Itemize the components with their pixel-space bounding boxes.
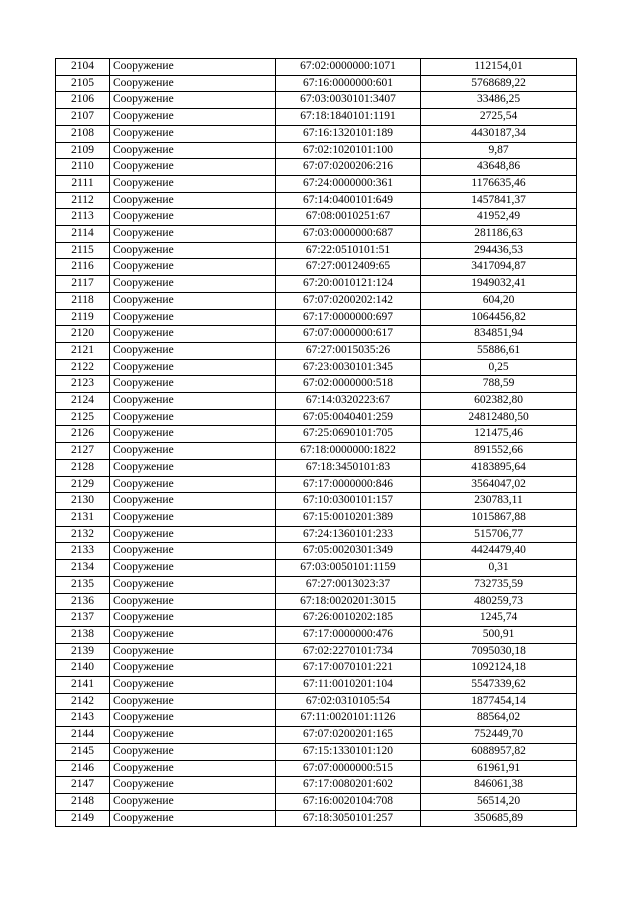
cadastral-number-cell: 67:16:1320101:189	[276, 125, 421, 142]
row-number-cell: 2110	[56, 159, 110, 176]
value-cell: 1064456,82	[421, 309, 577, 326]
object-type-cell: Сооружение	[110, 643, 276, 660]
value-cell: 56514,20	[421, 793, 577, 810]
object-type-cell: Сооружение	[110, 242, 276, 259]
row-number-cell: 2121	[56, 342, 110, 359]
value-cell: 4183895,64	[421, 459, 577, 476]
object-type-cell: Сооружение	[110, 743, 276, 760]
table-row	[56, 359, 577, 376]
value-cell: 6088957,82	[421, 743, 577, 760]
registry-table	[55, 58, 577, 827]
value-cell: 0,25	[421, 359, 577, 376]
row-number-cell: 2111	[56, 175, 110, 192]
object-type-cell: Сооружение	[110, 526, 276, 543]
object-type-cell: Сооружение	[110, 309, 276, 326]
cadastral-number-cell: 67:10:0300101:157	[276, 493, 421, 510]
value-cell: 294436,53	[421, 242, 577, 259]
table-row	[56, 242, 577, 259]
value-cell: 121475,46	[421, 426, 577, 443]
value-cell: 61961,91	[421, 760, 577, 777]
cadastral-number-cell: 67:02:0000000:1071	[276, 59, 421, 76]
cadastral-number-cell: 67:07:0200201:165	[276, 727, 421, 744]
row-number-cell: 2125	[56, 409, 110, 426]
table-row	[56, 426, 577, 443]
cadastral-number-cell: 67:25:0690101:705	[276, 426, 421, 443]
object-type-cell: Сооружение	[110, 727, 276, 744]
value-cell: 480259,73	[421, 593, 577, 610]
value-cell: 1457841,37	[421, 192, 577, 209]
table-row	[56, 493, 577, 510]
cadastral-number-cell: 67:23:0030101:345	[276, 359, 421, 376]
cadastral-number-cell: 67:15:0010201:389	[276, 509, 421, 526]
row-number-cell: 2131	[56, 509, 110, 526]
cadastral-number-cell: 67:16:0000000:601	[276, 75, 421, 92]
table-row	[56, 75, 577, 92]
cadastral-number-cell: 67:17:0000000:476	[276, 626, 421, 643]
value-cell: 281186,63	[421, 226, 577, 243]
row-number-cell: 2130	[56, 493, 110, 510]
row-number-cell: 2117	[56, 276, 110, 293]
row-number-cell: 2142	[56, 693, 110, 710]
row-number-cell: 2139	[56, 643, 110, 660]
object-type-cell: Сооружение	[110, 192, 276, 209]
object-type-cell: Сооружение	[110, 610, 276, 627]
table-row	[56, 175, 577, 192]
value-cell: 4424479,40	[421, 543, 577, 560]
row-number-cell: 2148	[56, 793, 110, 810]
row-number-cell: 2143	[56, 710, 110, 727]
object-type-cell: Сооружение	[110, 509, 276, 526]
object-type-cell: Сооружение	[110, 75, 276, 92]
cadastral-number-cell: 67:07:0000000:617	[276, 326, 421, 343]
table-row	[56, 777, 577, 794]
cadastral-number-cell: 67:27:0015035:26	[276, 342, 421, 359]
object-type-cell: Сооружение	[110, 393, 276, 410]
table-row	[56, 226, 577, 243]
row-number-cell: 2105	[56, 75, 110, 92]
table-row	[56, 727, 577, 744]
cadastral-number-cell: 67:18:1840101:1191	[276, 109, 421, 126]
value-cell: 112154,01	[421, 59, 577, 76]
cadastral-number-cell: 67:17:0070101:221	[276, 660, 421, 677]
cadastral-number-cell: 67:17:0000000:846	[276, 476, 421, 493]
object-type-cell: Сооружение	[110, 760, 276, 777]
table-row	[56, 192, 577, 209]
table-row	[56, 159, 577, 176]
object-type-cell: Сооружение	[110, 175, 276, 192]
table-row	[56, 409, 577, 426]
table-row	[56, 376, 577, 393]
value-cell: 846061,38	[421, 777, 577, 794]
table-row	[56, 576, 577, 593]
table-row	[56, 677, 577, 694]
object-type-cell: Сооружение	[110, 59, 276, 76]
object-type-cell: Сооружение	[110, 576, 276, 593]
value-cell: 41952,49	[421, 209, 577, 226]
cadastral-number-cell: 67:14:0320223:67	[276, 393, 421, 410]
value-cell: 43648,86	[421, 159, 577, 176]
object-type-cell: Сооружение	[110, 593, 276, 610]
cadastral-number-cell: 67:07:0200206:216	[276, 159, 421, 176]
row-number-cell: 2123	[56, 376, 110, 393]
cadastral-number-cell: 67:03:0050101:1159	[276, 560, 421, 577]
object-type-cell: Сооружение	[110, 276, 276, 293]
row-number-cell: 2136	[56, 593, 110, 610]
row-number-cell: 2114	[56, 226, 110, 243]
value-cell: 788,59	[421, 376, 577, 393]
table-row	[56, 276, 577, 293]
table-row	[56, 59, 577, 76]
table-row	[56, 693, 577, 710]
table-row	[56, 526, 577, 543]
object-type-cell: Сооружение	[110, 426, 276, 443]
value-cell: 752449,70	[421, 727, 577, 744]
registry-table-body	[56, 59, 577, 827]
object-type-cell: Сооружение	[110, 359, 276, 376]
row-number-cell: 2133	[56, 543, 110, 560]
cadastral-number-cell: 67:15:1330101:120	[276, 743, 421, 760]
object-type-cell: Сооружение	[110, 125, 276, 142]
table-row	[56, 109, 577, 126]
row-number-cell: 2137	[56, 610, 110, 627]
value-cell: 5547339,62	[421, 677, 577, 694]
row-number-cell: 2116	[56, 259, 110, 276]
object-type-cell: Сооружение	[110, 626, 276, 643]
value-cell: 602382,80	[421, 393, 577, 410]
table-row	[56, 292, 577, 309]
table-row	[56, 443, 577, 460]
value-cell: 500,91	[421, 626, 577, 643]
value-cell: 24812480,50	[421, 409, 577, 426]
table-row	[56, 760, 577, 777]
row-number-cell: 2126	[56, 426, 110, 443]
object-type-cell: Сооружение	[110, 342, 276, 359]
value-cell: 891552,66	[421, 443, 577, 460]
row-number-cell: 2129	[56, 476, 110, 493]
row-number-cell: 2146	[56, 760, 110, 777]
value-cell: 1949032,41	[421, 276, 577, 293]
value-cell: 3564047,02	[421, 476, 577, 493]
row-number-cell: 2115	[56, 242, 110, 259]
table-row	[56, 92, 577, 109]
row-number-cell: 2138	[56, 626, 110, 643]
object-type-cell: Сооружение	[110, 493, 276, 510]
cadastral-number-cell: 67:02:0310105:54	[276, 693, 421, 710]
row-number-cell: 2127	[56, 443, 110, 460]
cadastral-number-cell: 67:24:0000000:361	[276, 175, 421, 192]
value-cell: 1245,74	[421, 610, 577, 627]
value-cell: 55886,61	[421, 342, 577, 359]
cadastral-number-cell: 67:02:0000000:518	[276, 376, 421, 393]
row-number-cell: 2122	[56, 359, 110, 376]
object-type-cell: Сооружение	[110, 326, 276, 343]
table-row	[56, 459, 577, 476]
row-number-cell: 2118	[56, 292, 110, 309]
cadastral-number-cell: 67:16:0020104:708	[276, 793, 421, 810]
object-type-cell: Сооружение	[110, 660, 276, 677]
value-cell: 0,31	[421, 560, 577, 577]
object-type-cell: Сооружение	[110, 142, 276, 159]
row-number-cell: 2109	[56, 142, 110, 159]
value-cell: 5768689,22	[421, 75, 577, 92]
table-row	[56, 626, 577, 643]
table-row	[56, 393, 577, 410]
table-row	[56, 209, 577, 226]
object-type-cell: Сооружение	[110, 109, 276, 126]
object-type-cell: Сооружение	[110, 543, 276, 560]
object-type-cell: Сооружение	[110, 476, 276, 493]
table-row	[56, 710, 577, 727]
row-number-cell: 2104	[56, 59, 110, 76]
row-number-cell: 2144	[56, 727, 110, 744]
table-row	[56, 326, 577, 343]
cadastral-number-cell: 67:11:0020101:1126	[276, 710, 421, 727]
cadastral-number-cell: 67:18:0020201:3015	[276, 593, 421, 610]
row-number-cell: 2134	[56, 560, 110, 577]
value-cell: 604,20	[421, 292, 577, 309]
object-type-cell: Сооружение	[110, 226, 276, 243]
cadastral-number-cell: 67:02:2270101:734	[276, 643, 421, 660]
cadastral-number-cell: 67:20:0010121:124	[276, 276, 421, 293]
object-type-cell: Сооружение	[110, 209, 276, 226]
value-cell: 515706,77	[421, 526, 577, 543]
object-type-cell: Сооружение	[110, 443, 276, 460]
table-row	[56, 125, 577, 142]
table-row	[56, 560, 577, 577]
object-type-cell: Сооружение	[110, 710, 276, 727]
object-type-cell: Сооружение	[110, 560, 276, 577]
row-number-cell: 2145	[56, 743, 110, 760]
cadastral-number-cell: 67:05:0040401:259	[276, 409, 421, 426]
row-number-cell: 2113	[56, 209, 110, 226]
value-cell: 3417094,87	[421, 259, 577, 276]
row-number-cell: 2119	[56, 309, 110, 326]
cadastral-number-cell: 67:17:0080201:602	[276, 777, 421, 794]
cadastral-number-cell: 67:27:0013023:37	[276, 576, 421, 593]
row-number-cell: 2132	[56, 526, 110, 543]
cadastral-number-cell: 67:07:0200202:142	[276, 292, 421, 309]
cadastral-number-cell: 67:24:1360101:233	[276, 526, 421, 543]
table-row	[56, 342, 577, 359]
object-type-cell: Сооружение	[110, 259, 276, 276]
object-type-cell: Сооружение	[110, 409, 276, 426]
cadastral-number-cell: 67:05:0020301:349	[276, 543, 421, 560]
object-type-cell: Сооружение	[110, 693, 276, 710]
value-cell: 1092124,18	[421, 660, 577, 677]
cadastral-number-cell: 67:22:0510101:51	[276, 242, 421, 259]
value-cell: 834851,94	[421, 326, 577, 343]
value-cell: 350685,89	[421, 810, 577, 827]
value-cell: 88564,02	[421, 710, 577, 727]
table-row	[56, 259, 577, 276]
object-type-cell: Сооружение	[110, 292, 276, 309]
table-row	[56, 660, 577, 677]
row-number-cell: 2140	[56, 660, 110, 677]
cadastral-number-cell: 67:02:1020101:100	[276, 142, 421, 159]
table-row	[56, 309, 577, 326]
table-row	[56, 643, 577, 660]
cadastral-number-cell: 67:08:0010251:67	[276, 209, 421, 226]
object-type-cell: Сооружение	[110, 92, 276, 109]
row-number-cell: 2135	[56, 576, 110, 593]
row-number-cell: 2149	[56, 810, 110, 827]
value-cell: 2725,54	[421, 109, 577, 126]
row-number-cell: 2112	[56, 192, 110, 209]
cadastral-number-cell: 67:18:3050101:257	[276, 810, 421, 827]
row-number-cell: 2147	[56, 777, 110, 794]
table-row	[56, 610, 577, 627]
table-row	[56, 810, 577, 827]
row-number-cell: 2107	[56, 109, 110, 126]
value-cell: 1176635,46	[421, 175, 577, 192]
value-cell: 9,87	[421, 142, 577, 159]
cadastral-number-cell: 67:03:0000000:687	[276, 226, 421, 243]
cadastral-number-cell: 67:03:0030101:3407	[276, 92, 421, 109]
value-cell: 732735,59	[421, 576, 577, 593]
row-number-cell: 2141	[56, 677, 110, 694]
row-number-cell: 2124	[56, 393, 110, 410]
row-number-cell: 2106	[56, 92, 110, 109]
table-row	[56, 142, 577, 159]
cadastral-number-cell: 67:07:0000000:515	[276, 760, 421, 777]
cadastral-number-cell: 67:18:0000000:1822	[276, 443, 421, 460]
object-type-cell: Сооружение	[110, 459, 276, 476]
value-cell: 230783,11	[421, 493, 577, 510]
object-type-cell: Сооружение	[110, 159, 276, 176]
table-row	[56, 743, 577, 760]
value-cell: 1877454,14	[421, 693, 577, 710]
cadastral-number-cell: 67:11:0010201:104	[276, 677, 421, 694]
table-row	[56, 793, 577, 810]
value-cell: 4430187,34	[421, 125, 577, 142]
cadastral-number-cell: 67:17:0000000:697	[276, 309, 421, 326]
row-number-cell: 2128	[56, 459, 110, 476]
row-number-cell: 2120	[56, 326, 110, 343]
table-row	[56, 509, 577, 526]
table-row	[56, 593, 577, 610]
value-cell: 7095030,18	[421, 643, 577, 660]
cadastral-number-cell: 67:14:0400101:649	[276, 192, 421, 209]
value-cell: 1015867,88	[421, 509, 577, 526]
table-row	[56, 476, 577, 493]
table-row	[56, 543, 577, 560]
object-type-cell: Сооружение	[110, 793, 276, 810]
value-cell: 33486,25	[421, 92, 577, 109]
object-type-cell: Сооружение	[110, 810, 276, 827]
cadastral-number-cell: 67:18:3450101:83	[276, 459, 421, 476]
object-type-cell: Сооружение	[110, 677, 276, 694]
cadastral-number-cell: 67:26:0010202:185	[276, 610, 421, 627]
object-type-cell: Сооружение	[110, 777, 276, 794]
row-number-cell: 2108	[56, 125, 110, 142]
cadastral-number-cell: 67:27:0012409:65	[276, 259, 421, 276]
object-type-cell: Сооружение	[110, 376, 276, 393]
